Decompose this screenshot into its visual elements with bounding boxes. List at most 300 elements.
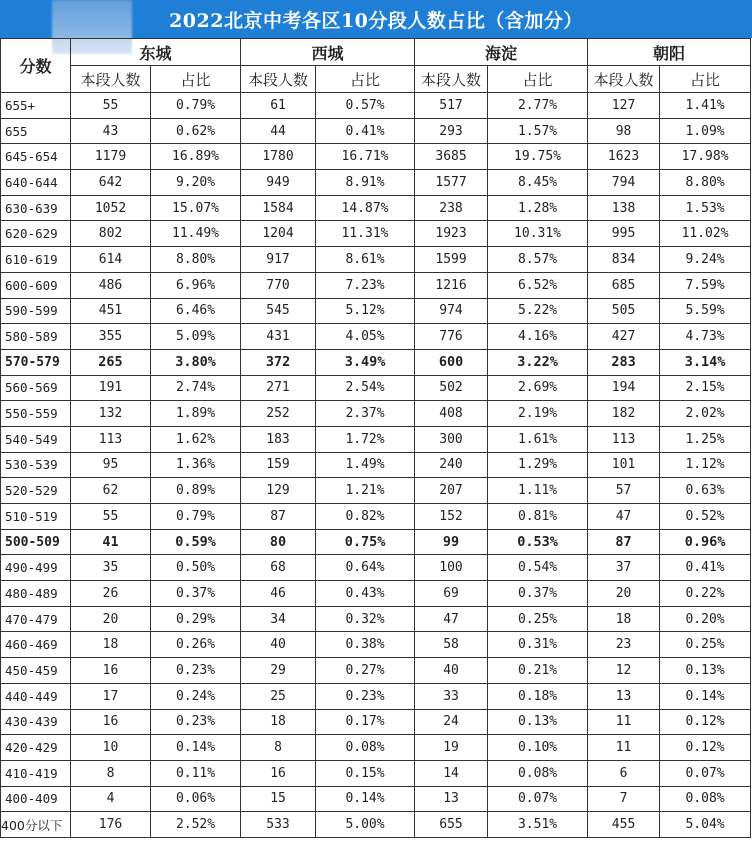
pct-cell: 1.29%: [488, 452, 588, 478]
count-cell: 427: [588, 324, 660, 350]
count-cell: 18: [241, 709, 316, 735]
score-range-cell: 600-609: [1, 272, 71, 298]
count-cell: 283: [588, 349, 660, 375]
score-range-cell: 470-479: [1, 606, 71, 632]
count-cell: 1052: [71, 195, 151, 221]
district-header-xicheng: 西城: [241, 39, 415, 66]
count-cell: 8: [71, 760, 151, 786]
count-cell: 12: [588, 658, 660, 684]
score-range-cell: 460-469: [1, 632, 71, 658]
pct-cell: 0.27%: [316, 658, 415, 684]
count-cell: 129: [241, 478, 316, 504]
pct-cell: 0.37%: [151, 581, 241, 607]
table-row: [1, 195, 751, 221]
pct-cell: 9.24%: [660, 247, 751, 273]
count-cell: 37: [588, 555, 660, 581]
table-row: [1, 735, 751, 761]
pct-cell: 5.12%: [316, 298, 415, 324]
pct-cell: 0.06%: [151, 786, 241, 812]
count-cell: 1216: [415, 272, 488, 298]
pct-cell: 3.22%: [488, 349, 588, 375]
count-cell: 271: [241, 375, 316, 401]
table-row: [1, 606, 751, 632]
count-cell: 949: [241, 170, 316, 196]
table-row: [1, 93, 751, 119]
count-cell: 655: [415, 812, 488, 838]
count-cell: 794: [588, 170, 660, 196]
score-range-cell: 410-419: [1, 760, 71, 786]
score-range-cell: 530-539: [1, 452, 71, 478]
count-cell: 40: [241, 632, 316, 658]
pct-cell: 11.02%: [660, 221, 751, 247]
pct-cell: 1.62%: [151, 426, 241, 452]
count-cell: 41: [71, 529, 151, 555]
count-cell: 455: [588, 812, 660, 838]
count-cell: 1599: [415, 247, 488, 273]
pct-cell: 17.98%: [660, 144, 751, 170]
pct-cell: 0.24%: [151, 683, 241, 709]
pct-cell: 2.37%: [316, 401, 415, 427]
table-row: [1, 247, 751, 273]
pct-cell: 0.29%: [151, 606, 241, 632]
pct-cell: 1.53%: [660, 195, 751, 221]
count-cell: 95: [71, 452, 151, 478]
count-cell: 13: [588, 683, 660, 709]
pct-cell: 5.59%: [660, 298, 751, 324]
count-cell: 58: [415, 632, 488, 658]
pct-cell: 1.36%: [151, 452, 241, 478]
score-range-cell: 655: [1, 118, 71, 144]
pct-cell: 1.57%: [488, 118, 588, 144]
score-range-cell: 570-579: [1, 349, 71, 375]
score-distribution-table: [0, 38, 751, 838]
score-range-cell: 610-619: [1, 247, 71, 273]
count-cell: 176: [71, 812, 151, 838]
count-cell: 8: [241, 735, 316, 761]
pct-cell: 0.75%: [316, 529, 415, 555]
score-range-cell: 520-529: [1, 478, 71, 504]
pct-cell: 1.25%: [660, 426, 751, 452]
pct-cell: 0.57%: [316, 93, 415, 119]
pct-cell: 0.82%: [316, 504, 415, 530]
count-cell: 1584: [241, 195, 316, 221]
table-row: [1, 349, 751, 375]
count-cell: 974: [415, 298, 488, 324]
count-cell: 132: [71, 401, 151, 427]
score-range-cell: 580-589: [1, 324, 71, 350]
count-cell: 533: [241, 812, 316, 838]
count-cell: 6: [588, 760, 660, 786]
pct-cell: 0.14%: [151, 735, 241, 761]
count-cell: 20: [588, 581, 660, 607]
pct-cell: 0.59%: [151, 529, 241, 555]
pct-cell: 0.21%: [488, 658, 588, 684]
score-range-cell: 400分以下: [1, 812, 71, 838]
pct-cell: 4.16%: [488, 324, 588, 350]
count-cell: 152: [415, 504, 488, 530]
count-cell: 16: [71, 709, 151, 735]
count-cell: 100: [415, 555, 488, 581]
count-cell: 57: [588, 478, 660, 504]
count-cell: 98: [588, 118, 660, 144]
score-range-cell: 620-629: [1, 221, 71, 247]
pct-cell: 0.17%: [316, 709, 415, 735]
table-row: [1, 401, 751, 427]
score-range-cell: 450-459: [1, 658, 71, 684]
pct-cell: 4.73%: [660, 324, 751, 350]
score-range-cell: 430-439: [1, 709, 71, 735]
score-range-cell: 550-559: [1, 401, 71, 427]
count-cell: 61: [241, 93, 316, 119]
page-title: 2022北京中考各区10分段人数占比（含加分）: [169, 9, 583, 32]
count-cell: 3685: [415, 144, 488, 170]
pct-cell: 2.77%: [488, 93, 588, 119]
table-row: [1, 658, 751, 684]
count-cell: 138: [588, 195, 660, 221]
table-row: [1, 426, 751, 452]
count-cell: 802: [71, 221, 151, 247]
count-cell: 19: [415, 735, 488, 761]
count-cell: 614: [71, 247, 151, 273]
pct-cell: 0.12%: [660, 735, 751, 761]
score-range-cell: 590-599: [1, 298, 71, 324]
pct-cell: 0.62%: [151, 118, 241, 144]
score-range-cell: 640-644: [1, 170, 71, 196]
pct-cell: 2.69%: [488, 375, 588, 401]
count-cell: 15: [241, 786, 316, 812]
count-header: 本段人数: [241, 66, 316, 93]
pct-cell: 14.87%: [316, 195, 415, 221]
pct-cell: 0.12%: [660, 709, 751, 735]
count-header: 本段人数: [588, 66, 660, 93]
pct-cell: 1.89%: [151, 401, 241, 427]
pct-cell: 16.89%: [151, 144, 241, 170]
pct-cell: 0.41%: [660, 555, 751, 581]
count-cell: 293: [415, 118, 488, 144]
count-cell: 1204: [241, 221, 316, 247]
count-cell: 69: [415, 581, 488, 607]
count-cell: 44: [241, 118, 316, 144]
pct-cell: 0.53%: [488, 529, 588, 555]
count-cell: 101: [588, 452, 660, 478]
count-cell: 776: [415, 324, 488, 350]
count-cell: 113: [588, 426, 660, 452]
pct-header: 占比: [151, 66, 241, 93]
count-cell: 24: [415, 709, 488, 735]
subheader-row: [1, 66, 751, 93]
pct-header: 占比: [660, 66, 751, 93]
pct-cell: 0.23%: [316, 683, 415, 709]
table-row: [1, 118, 751, 144]
count-cell: 43: [71, 118, 151, 144]
pct-cell: 8.91%: [316, 170, 415, 196]
pct-cell: 0.15%: [316, 760, 415, 786]
count-cell: 26: [71, 581, 151, 607]
count-cell: 4: [71, 786, 151, 812]
pct-cell: 0.08%: [316, 735, 415, 761]
count-cell: 34: [241, 606, 316, 632]
count-cell: 917: [241, 247, 316, 273]
pct-header: 占比: [488, 66, 588, 93]
count-cell: 1179: [71, 144, 151, 170]
pct-cell: 0.52%: [660, 504, 751, 530]
pct-cell: 1.09%: [660, 118, 751, 144]
pct-cell: 5.04%: [660, 812, 751, 838]
pct-cell: 0.54%: [488, 555, 588, 581]
table-body: [1, 93, 751, 838]
count-cell: 16: [71, 658, 151, 684]
count-cell: 159: [241, 452, 316, 478]
count-cell: 99: [415, 529, 488, 555]
count-cell: 995: [588, 221, 660, 247]
table-row: [1, 298, 751, 324]
count-cell: 47: [415, 606, 488, 632]
pct-cell: 11.49%: [151, 221, 241, 247]
pct-cell: 0.18%: [488, 683, 588, 709]
count-cell: 80: [241, 529, 316, 555]
score-range-cell: 645-654: [1, 144, 71, 170]
pct-cell: 2.74%: [151, 375, 241, 401]
count-cell: 47: [588, 504, 660, 530]
count-cell: 431: [241, 324, 316, 350]
pct-cell: 1.28%: [488, 195, 588, 221]
count-cell: 265: [71, 349, 151, 375]
count-cell: 29: [241, 658, 316, 684]
count-cell: 252: [241, 401, 316, 427]
count-cell: 14: [415, 760, 488, 786]
pct-cell: 0.81%: [488, 504, 588, 530]
pct-cell: 0.08%: [488, 760, 588, 786]
pct-cell: 0.23%: [151, 709, 241, 735]
count-cell: 600: [415, 349, 488, 375]
pct-cell: 0.07%: [488, 786, 588, 812]
count-cell: 7: [588, 786, 660, 812]
pct-cell: 0.25%: [488, 606, 588, 632]
count-cell: 1623: [588, 144, 660, 170]
count-cell: 1577: [415, 170, 488, 196]
count-cell: 68: [241, 555, 316, 581]
table-row: [1, 221, 751, 247]
pct-cell: 2.15%: [660, 375, 751, 401]
score-column-header: 分数: [1, 39, 71, 93]
count-header: 本段人数: [415, 66, 488, 93]
table-row: [1, 760, 751, 786]
count-cell: 642: [71, 170, 151, 196]
pct-cell: 2.52%: [151, 812, 241, 838]
score-range-cell: 630-639: [1, 195, 71, 221]
table-row: [1, 375, 751, 401]
pct-cell: 7.23%: [316, 272, 415, 298]
district-header-chaoyang: 朝阳: [588, 39, 751, 66]
count-cell: 40: [415, 658, 488, 684]
pct-cell: 3.51%: [488, 812, 588, 838]
count-cell: 127: [588, 93, 660, 119]
count-cell: 300: [415, 426, 488, 452]
table-row: [1, 324, 751, 350]
table-row: [1, 683, 751, 709]
pct-cell: 8.61%: [316, 247, 415, 273]
pct-cell: 5.09%: [151, 324, 241, 350]
pct-cell: 3.80%: [151, 349, 241, 375]
table-row: [1, 452, 751, 478]
table-row: [1, 529, 751, 555]
score-range-cell: 440-449: [1, 683, 71, 709]
pct-cell: 1.12%: [660, 452, 751, 478]
district-header-row: [1, 39, 751, 66]
pct-cell: 0.14%: [660, 683, 751, 709]
count-cell: 11: [588, 735, 660, 761]
pct-cell: 0.11%: [151, 760, 241, 786]
pct-cell: 0.31%: [488, 632, 588, 658]
pct-cell: 0.13%: [488, 709, 588, 735]
score-range-cell: 500-509: [1, 529, 71, 555]
pct-cell: 0.50%: [151, 555, 241, 581]
pct-cell: 8.45%: [488, 170, 588, 196]
pct-cell: 0.13%: [660, 658, 751, 684]
pct-cell: 6.46%: [151, 298, 241, 324]
pct-cell: 0.89%: [151, 478, 241, 504]
score-range-cell: 490-499: [1, 555, 71, 581]
pct-cell: 9.20%: [151, 170, 241, 196]
pct-cell: 0.38%: [316, 632, 415, 658]
score-range-cell: 560-569: [1, 375, 71, 401]
pct-cell: 0.07%: [660, 760, 751, 786]
count-cell: 18: [588, 606, 660, 632]
table-row: [1, 144, 751, 170]
pct-cell: 6.96%: [151, 272, 241, 298]
pct-cell: 1.41%: [660, 93, 751, 119]
count-cell: 238: [415, 195, 488, 221]
score-range-cell: 420-429: [1, 735, 71, 761]
pct-cell: 0.64%: [316, 555, 415, 581]
table-row: [1, 170, 751, 196]
pct-cell: 8.80%: [660, 170, 751, 196]
pct-cell: 1.49%: [316, 452, 415, 478]
pct-cell: 16.71%: [316, 144, 415, 170]
count-cell: 685: [588, 272, 660, 298]
count-cell: 113: [71, 426, 151, 452]
count-cell: 87: [588, 529, 660, 555]
table-row: [1, 812, 751, 838]
pct-cell: 15.07%: [151, 195, 241, 221]
pct-cell: 5.22%: [488, 298, 588, 324]
table-row: [1, 272, 751, 298]
count-cell: 517: [415, 93, 488, 119]
table-row: [1, 632, 751, 658]
count-cell: 207: [415, 478, 488, 504]
pct-cell: 0.37%: [488, 581, 588, 607]
count-cell: 1923: [415, 221, 488, 247]
count-cell: 240: [415, 452, 488, 478]
pct-cell: 0.22%: [660, 581, 751, 607]
pct-cell: 3.14%: [660, 349, 751, 375]
pct-cell: 0.26%: [151, 632, 241, 658]
count-cell: 505: [588, 298, 660, 324]
score-range-cell: 480-489: [1, 581, 71, 607]
count-cell: 545: [241, 298, 316, 324]
count-cell: 191: [71, 375, 151, 401]
count-cell: 55: [71, 504, 151, 530]
count-cell: 16: [241, 760, 316, 786]
pct-cell: 3.49%: [316, 349, 415, 375]
pct-cell: 2.02%: [660, 401, 751, 427]
count-header: 本段人数: [71, 66, 151, 93]
count-cell: 451: [71, 298, 151, 324]
count-cell: 62: [71, 478, 151, 504]
count-cell: 33: [415, 683, 488, 709]
count-cell: 770: [241, 272, 316, 298]
score-range-cell: 400-409: [1, 786, 71, 812]
pct-header: 占比: [316, 66, 415, 93]
score-range-cell: 540-549: [1, 426, 71, 452]
pct-cell: 11.31%: [316, 221, 415, 247]
pct-cell: 1.11%: [488, 478, 588, 504]
pct-cell: 0.20%: [660, 606, 751, 632]
count-cell: 46: [241, 581, 316, 607]
count-cell: 182: [588, 401, 660, 427]
pct-cell: 0.63%: [660, 478, 751, 504]
pct-cell: 1.72%: [316, 426, 415, 452]
count-cell: 18: [71, 632, 151, 658]
score-range-cell: 655+: [1, 93, 71, 119]
pct-cell: 0.08%: [660, 786, 751, 812]
count-cell: 35: [71, 555, 151, 581]
count-cell: 408: [415, 401, 488, 427]
pct-cell: 0.41%: [316, 118, 415, 144]
count-cell: 13: [415, 786, 488, 812]
pct-cell: 4.05%: [316, 324, 415, 350]
district-header-haidian: 海淀: [415, 39, 588, 66]
pct-cell: 2.54%: [316, 375, 415, 401]
pct-cell: 0.96%: [660, 529, 751, 555]
pct-cell: 0.32%: [316, 606, 415, 632]
title-bar: [0, 0, 752, 38]
pct-cell: 0.10%: [488, 735, 588, 761]
count-cell: 372: [241, 349, 316, 375]
pct-cell: 19.75%: [488, 144, 588, 170]
pct-cell: 6.52%: [488, 272, 588, 298]
table-row: [1, 581, 751, 607]
count-cell: 834: [588, 247, 660, 273]
pct-cell: 2.19%: [488, 401, 588, 427]
pct-cell: 0.14%: [316, 786, 415, 812]
count-cell: 355: [71, 324, 151, 350]
count-cell: 11: [588, 709, 660, 735]
count-cell: 87: [241, 504, 316, 530]
table-row: [1, 786, 751, 812]
pct-cell: 1.21%: [316, 478, 415, 504]
score-range-cell: 510-519: [1, 504, 71, 530]
pct-cell: 0.79%: [151, 93, 241, 119]
count-cell: 23: [588, 632, 660, 658]
pct-cell: 8.80%: [151, 247, 241, 273]
table-row: [1, 555, 751, 581]
district-header-dongcheng: 东城: [71, 39, 241, 66]
count-cell: 25: [241, 683, 316, 709]
pct-cell: 0.23%: [151, 658, 241, 684]
count-cell: 1780: [241, 144, 316, 170]
count-cell: 55: [71, 93, 151, 119]
count-cell: 10: [71, 735, 151, 761]
count-cell: 17: [71, 683, 151, 709]
count-cell: 183: [241, 426, 316, 452]
pct-cell: 0.79%: [151, 504, 241, 530]
pct-cell: 0.43%: [316, 581, 415, 607]
pct-cell: 10.31%: [488, 221, 588, 247]
count-cell: 486: [71, 272, 151, 298]
pct-cell: 1.61%: [488, 426, 588, 452]
count-cell: 502: [415, 375, 488, 401]
